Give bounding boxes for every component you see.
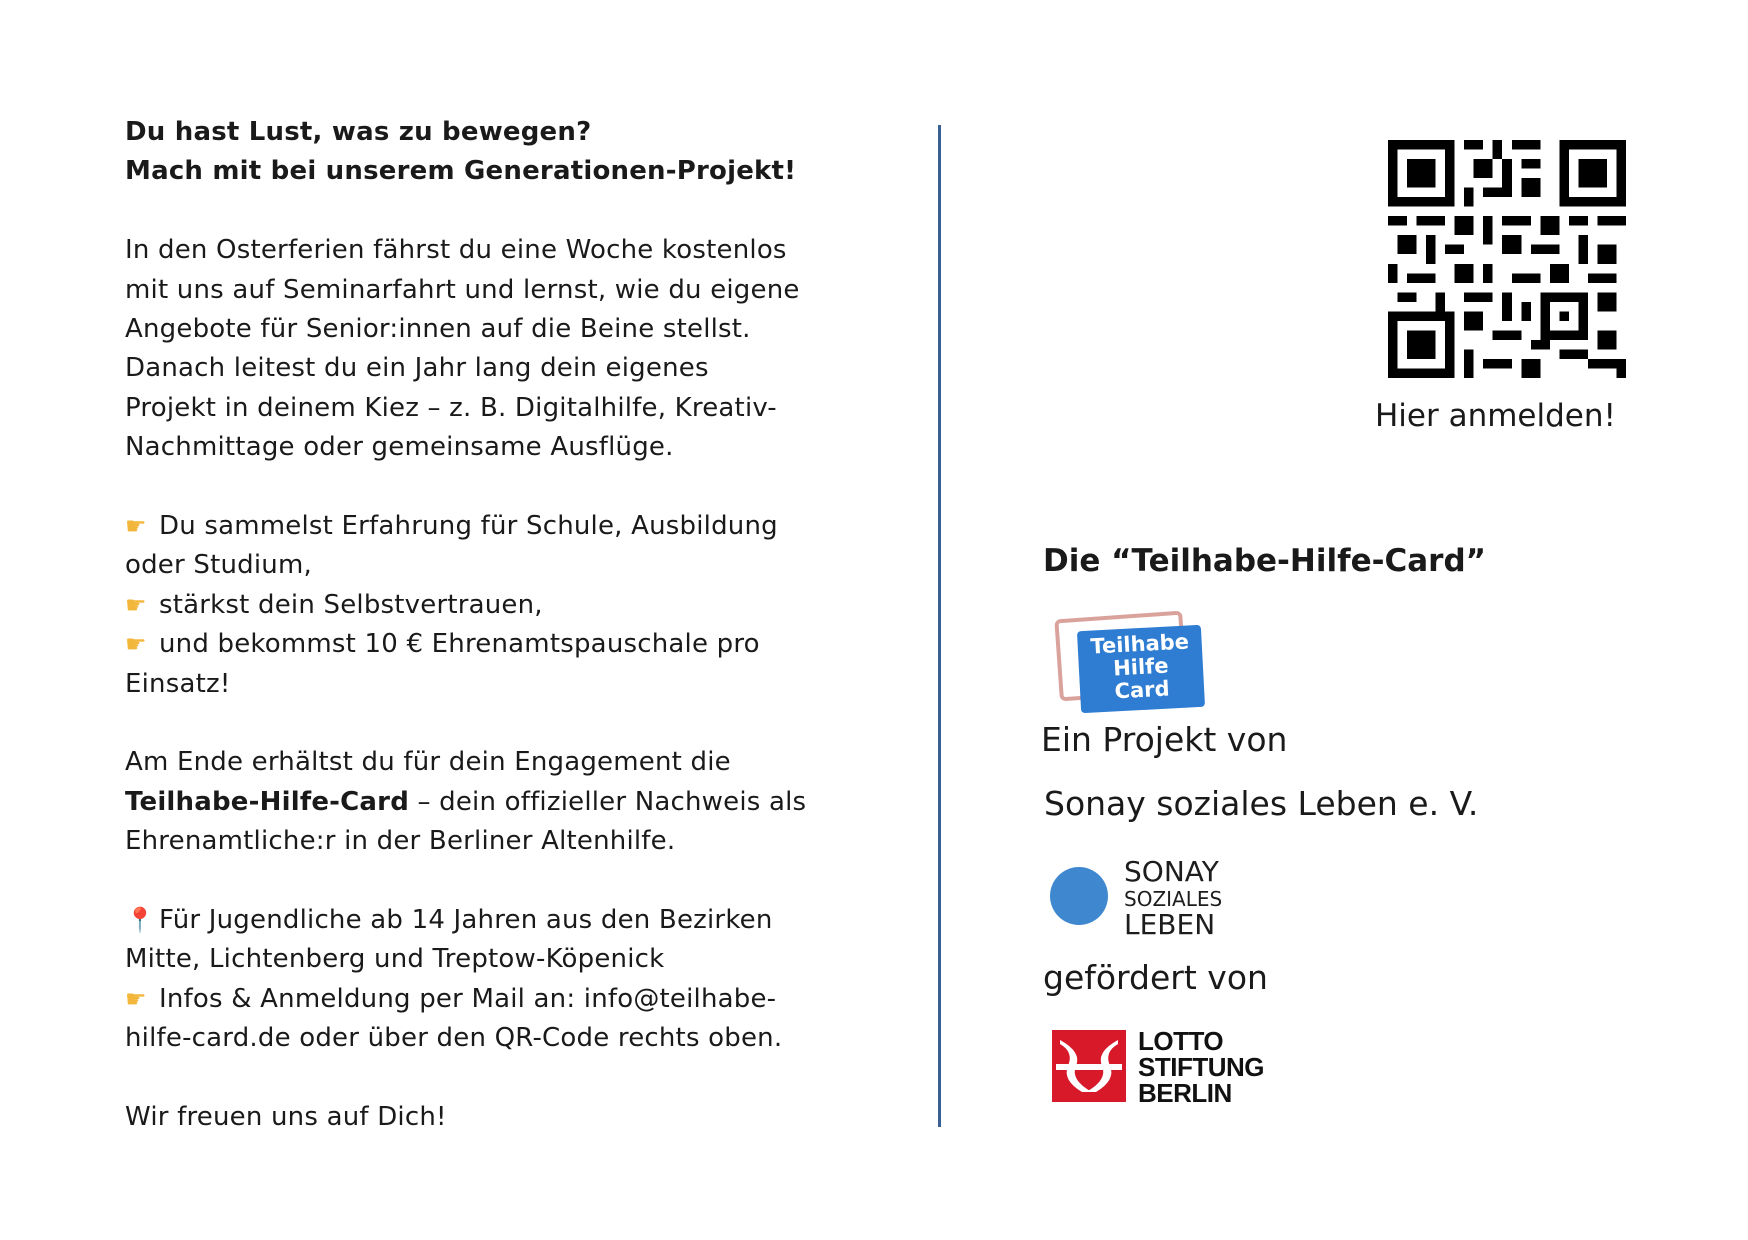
lotto-logo-word: STIFTUNG — [1138, 1052, 1264, 1082]
benefits-list — [125, 507, 885, 704]
info-line-2: hilfe-card.de oder über den QR-Code rechts oben. — [125, 1023, 783, 1054]
organization-name: Sonay soziales Leben e. V. — [1044, 784, 1479, 823]
flyer-text — [125, 113, 885, 1177]
funded-by-label: gefördert von — [1043, 958, 1268, 997]
pointing-hand-icon: ☛ — [125, 512, 147, 541]
sonay-logo-text — [1124, 855, 1223, 941]
card-logo-line: Card — [1114, 676, 1171, 704]
pointing-hand-icon: ☛ — [125, 984, 147, 1013]
sonay-logo-word: SOZIALES — [1124, 887, 1223, 911]
sonay-logo-word: SONAY — [1124, 855, 1219, 888]
closing-text: Wir freuen uns auf Dich! — [125, 1102, 447, 1133]
sonay-logo-dot — [1050, 867, 1108, 925]
heading-line-2: Mach mit bei unserem Generationen-Projekt! — [125, 156, 797, 187]
intro-line: Danach leitest du ein Jahr lang dein eigenes — [125, 353, 709, 384]
intro-line: Projekt in deinem Kiez – z. B. Digitalhilfe, Kreativ- — [125, 392, 777, 423]
teilhabe-card-logo — [1055, 605, 1207, 710]
benefit-3-line-2: Einsatz! — [125, 668, 231, 699]
benefit-1-line-2: oder Studium, — [125, 550, 312, 581]
heading-line-1: Du hast Lust, was zu bewegen? — [125, 117, 592, 147]
pointing-hand-icon: ☛ — [125, 590, 147, 619]
sonay-logo-word: LEBEN — [1124, 908, 1216, 941]
end-line-1: Am Ende erhältst du für dein Engagement die — [125, 747, 731, 778]
target-line-2: Mitte, Lichtenberg und Treptow-Köpenick — [125, 944, 665, 975]
end-line-2: – dein offizieller Nachweis als — [409, 786, 807, 817]
lotto-logo-mark — [1052, 1030, 1126, 1102]
pin-icon: 📍 — [125, 906, 156, 935]
end-paragraph — [125, 743, 885, 861]
lotto-logo-word: LOTTO — [1138, 1026, 1224, 1056]
lotto-logo-word: BERLIN — [1138, 1078, 1232, 1108]
card-logo-line: Teilhabe — [1089, 629, 1190, 659]
card-name-bold: Teilhabe-Hilfe-Card — [125, 786, 410, 817]
vertical-divider — [938, 125, 941, 1127]
intro-line: In den Osterferien fährst du eine Woche kostenlos — [125, 235, 787, 266]
intro-line: mit uns auf Seminarfahrt und lernst, wie du eigene — [125, 274, 800, 305]
card-front — [1077, 625, 1205, 713]
sonay-logo — [1050, 855, 1230, 941]
card-title: Die “Teilhabe-Hilfe-Card” — [1043, 543, 1487, 579]
intro-line: Nachmittage oder gemeinsame Ausflüge. — [125, 432, 674, 463]
qr-caption: Hier anmelden! — [1375, 398, 1616, 434]
intro-paragraph — [125, 231, 885, 467]
qr-code[interactable] — [1388, 140, 1626, 378]
pointing-hand-icon: ☛ — [125, 630, 147, 659]
benefit-1-line-1: Du sammelst Erfahrung für Schule, Ausbildung — [159, 511, 778, 542]
target-info-paragraph — [125, 901, 885, 1059]
heading — [125, 113, 885, 192]
lotto-logo — [1052, 1026, 1272, 1108]
card-logo-line: Hilfe — [1112, 653, 1170, 681]
benefit-3-line-1: und bekommst 10 € Ehrenamtspauschale pro — [159, 629, 760, 660]
lotto-logo-text — [1138, 1028, 1264, 1106]
intro-line: Angebote für Senior:innen auf die Beine stellst. — [125, 314, 751, 345]
benefit-2: stärkst dein Selbstvertrauen, — [159, 589, 543, 620]
info-line-1: Infos & Anmeldung per Mail an: info@teilhabe- — [159, 983, 777, 1014]
project-by-label: Ein Projekt von — [1041, 720, 1288, 759]
closing-line — [125, 1098, 885, 1137]
target-line-1: Für Jugendliche ab 14 Jahren aus den Bezirken — [159, 905, 773, 936]
end-line-3: Ehrenamtliche:r in der Berliner Altenhilfe. — [125, 826, 676, 857]
